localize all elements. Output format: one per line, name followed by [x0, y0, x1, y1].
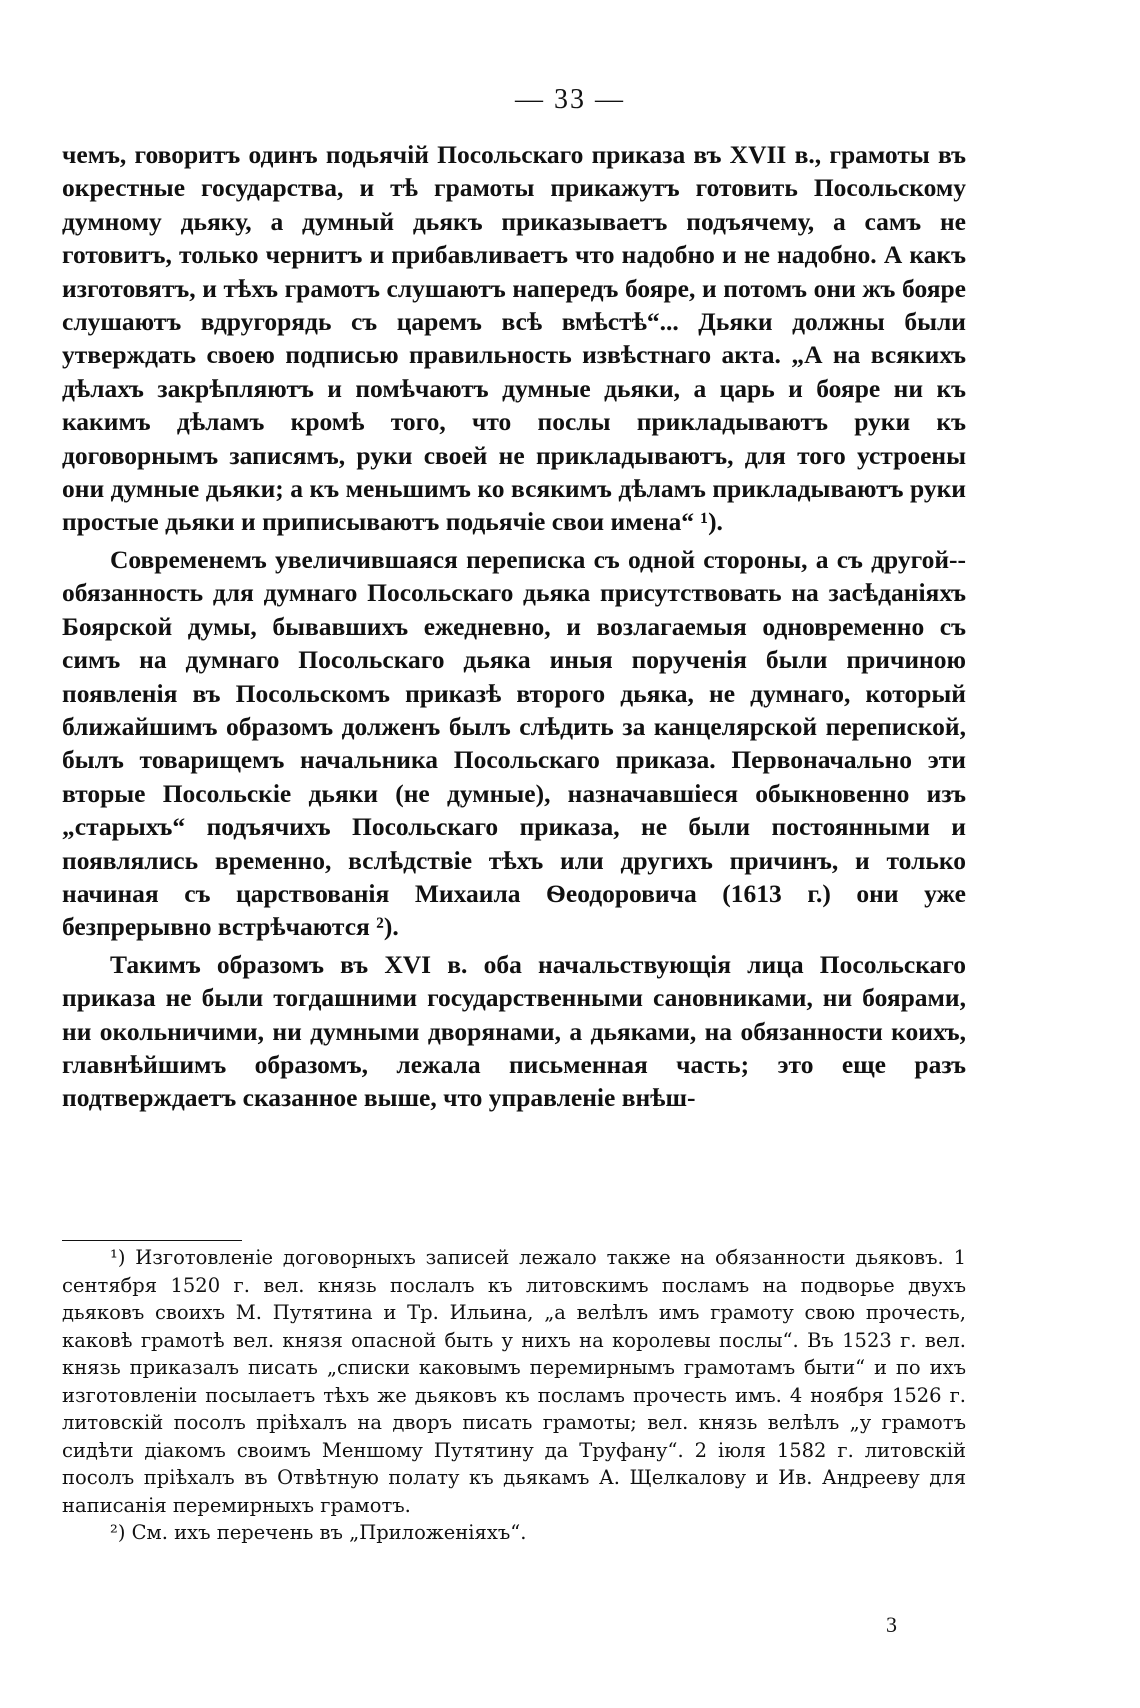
paragraph-1: чемъ, говоритъ одинъ подьячій Посольскаго приказа въ XVII в., грамоты въ окрестные государства, и тѣ грамоты прикажутъ готовить Посольскому думному дьяку, а думный дьякъ приказываетъ подъячему, а самъ не готовитъ, только чернитъ и прибавливаетъ что надобно и не надобно. А какъ изготовятъ, и тѣхъ грамотъ слушаютъ напередъ бояре, и потомъ они жъ бояре слушаютъ вдругорядь съ царемъ всѣ вмѣстѣ“... Дьяки должны были утверждать своею подписью правильность извѣстнаго акта. „А на всякихъ дѣлахъ закрѣпляютъ и помѣчаютъ думные дьяки, а царь и бояре ни къ какимъ дѣламъ кромѣ того, что послы прикладываютъ руки къ договорнымъ записямъ, руки своей не прикладываютъ, для того устроены они думные дьяки; а къ меньшимъ ко всякимъ дѣламъ прикладываютъ руки простые дьяки и приписываютъ подьячіе свои имена“ ¹). — [62, 140, 966, 537]
page-number: — 33 — — [515, 84, 625, 115]
footnote-divider — [62, 1240, 242, 1241]
printer-signature-mark: 3 — [886, 1612, 897, 1637]
main-text — [62, 138, 966, 1115]
footnote-1: ¹) Изготовленіе договорныхъ записей лежало также на обязанности дьяковъ. 1 сентября 1520 г. вел. князь послалъ къ литовскимъ посламъ на подворье двухъ дьяковъ своихъ М. Путятина и Тр. Ильина, „а велѣлъ имъ грамоту свою прочесть, каковѣ грамотѣ вел. князя опасной быть у нихъ на королевы послы“. Въ 1523 г. вел. князь приказалъ писать „списки каковымъ перемирнымъ грамотамъ быти“ и по ихъ изготовленіи посылаетъ тѣхъ же дьяковъ къ посламъ прочесть имъ. 4 ноября 1526 г. литовскій посолъ пріѣхалъ на дворъ писать грамоты; вел. князь велѣлъ „у грамотъ сидѣти діакомъ своимъ Меншому Путятину да Труфану“. 2 іюля 1582 г. литовскій посолъ пріѣхалъ въ Отвѣтную полату къ дьякамъ А. Щелкалову и Ив. Андрееву для написанія перемирныхъ грамотъ. — [62, 1246, 966, 1517]
paragraph-2: Современемъ увеличившаяся переписка съ одной стороны, а съ другой--обязанность для думнаго Посольскаго дьяка присутствовать на засѣданіяхъ Боярской думы, бывавшихъ ежедневно, и возлагаемыя одновременно съ симъ на думнаго Посольскаго дьяка иныя порученія были причиною появленія въ Посольскомъ приказѣ второго дьяка, не думнаго, который ближайшимъ образомъ долженъ былъ слѣдить за канцелярской перепиской, былъ товарищемъ начальника Посольскаго приказа. Первоначально эти вторые Посольскіе дьяки (не думные), назначавшіеся обыкновенно изъ „старыхъ“ подъячихъ Посольскаго приказа, не были постоянными и появлялись временно, вслѣдствіе тѣхъ или другихъ причинъ, и только начиная съ царствованія Михаила Ѳеодоровича (1613 г.) они уже безпрерывно встрѣчаются ²). — [62, 544, 966, 942]
footnotes — [62, 1244, 966, 1547]
paragraph-3: Такимъ образомъ въ XVI в. оба начальствующія лица Посольскаго приказа не были тогдашними государственными сановниками, ни боярами, ни окольничими, ни думными дворянами, а дьяками, на обязанности коихъ, главнѣйшимъ образомъ, лежала письменная часть; это еще разъ подтверждаетъ сказанное выше, что управленіе внѣш- — [62, 949, 966, 1113]
footnote-2: ²) См. ихъ перечень въ „Приложеніяхъ“. — [110, 1521, 527, 1544]
